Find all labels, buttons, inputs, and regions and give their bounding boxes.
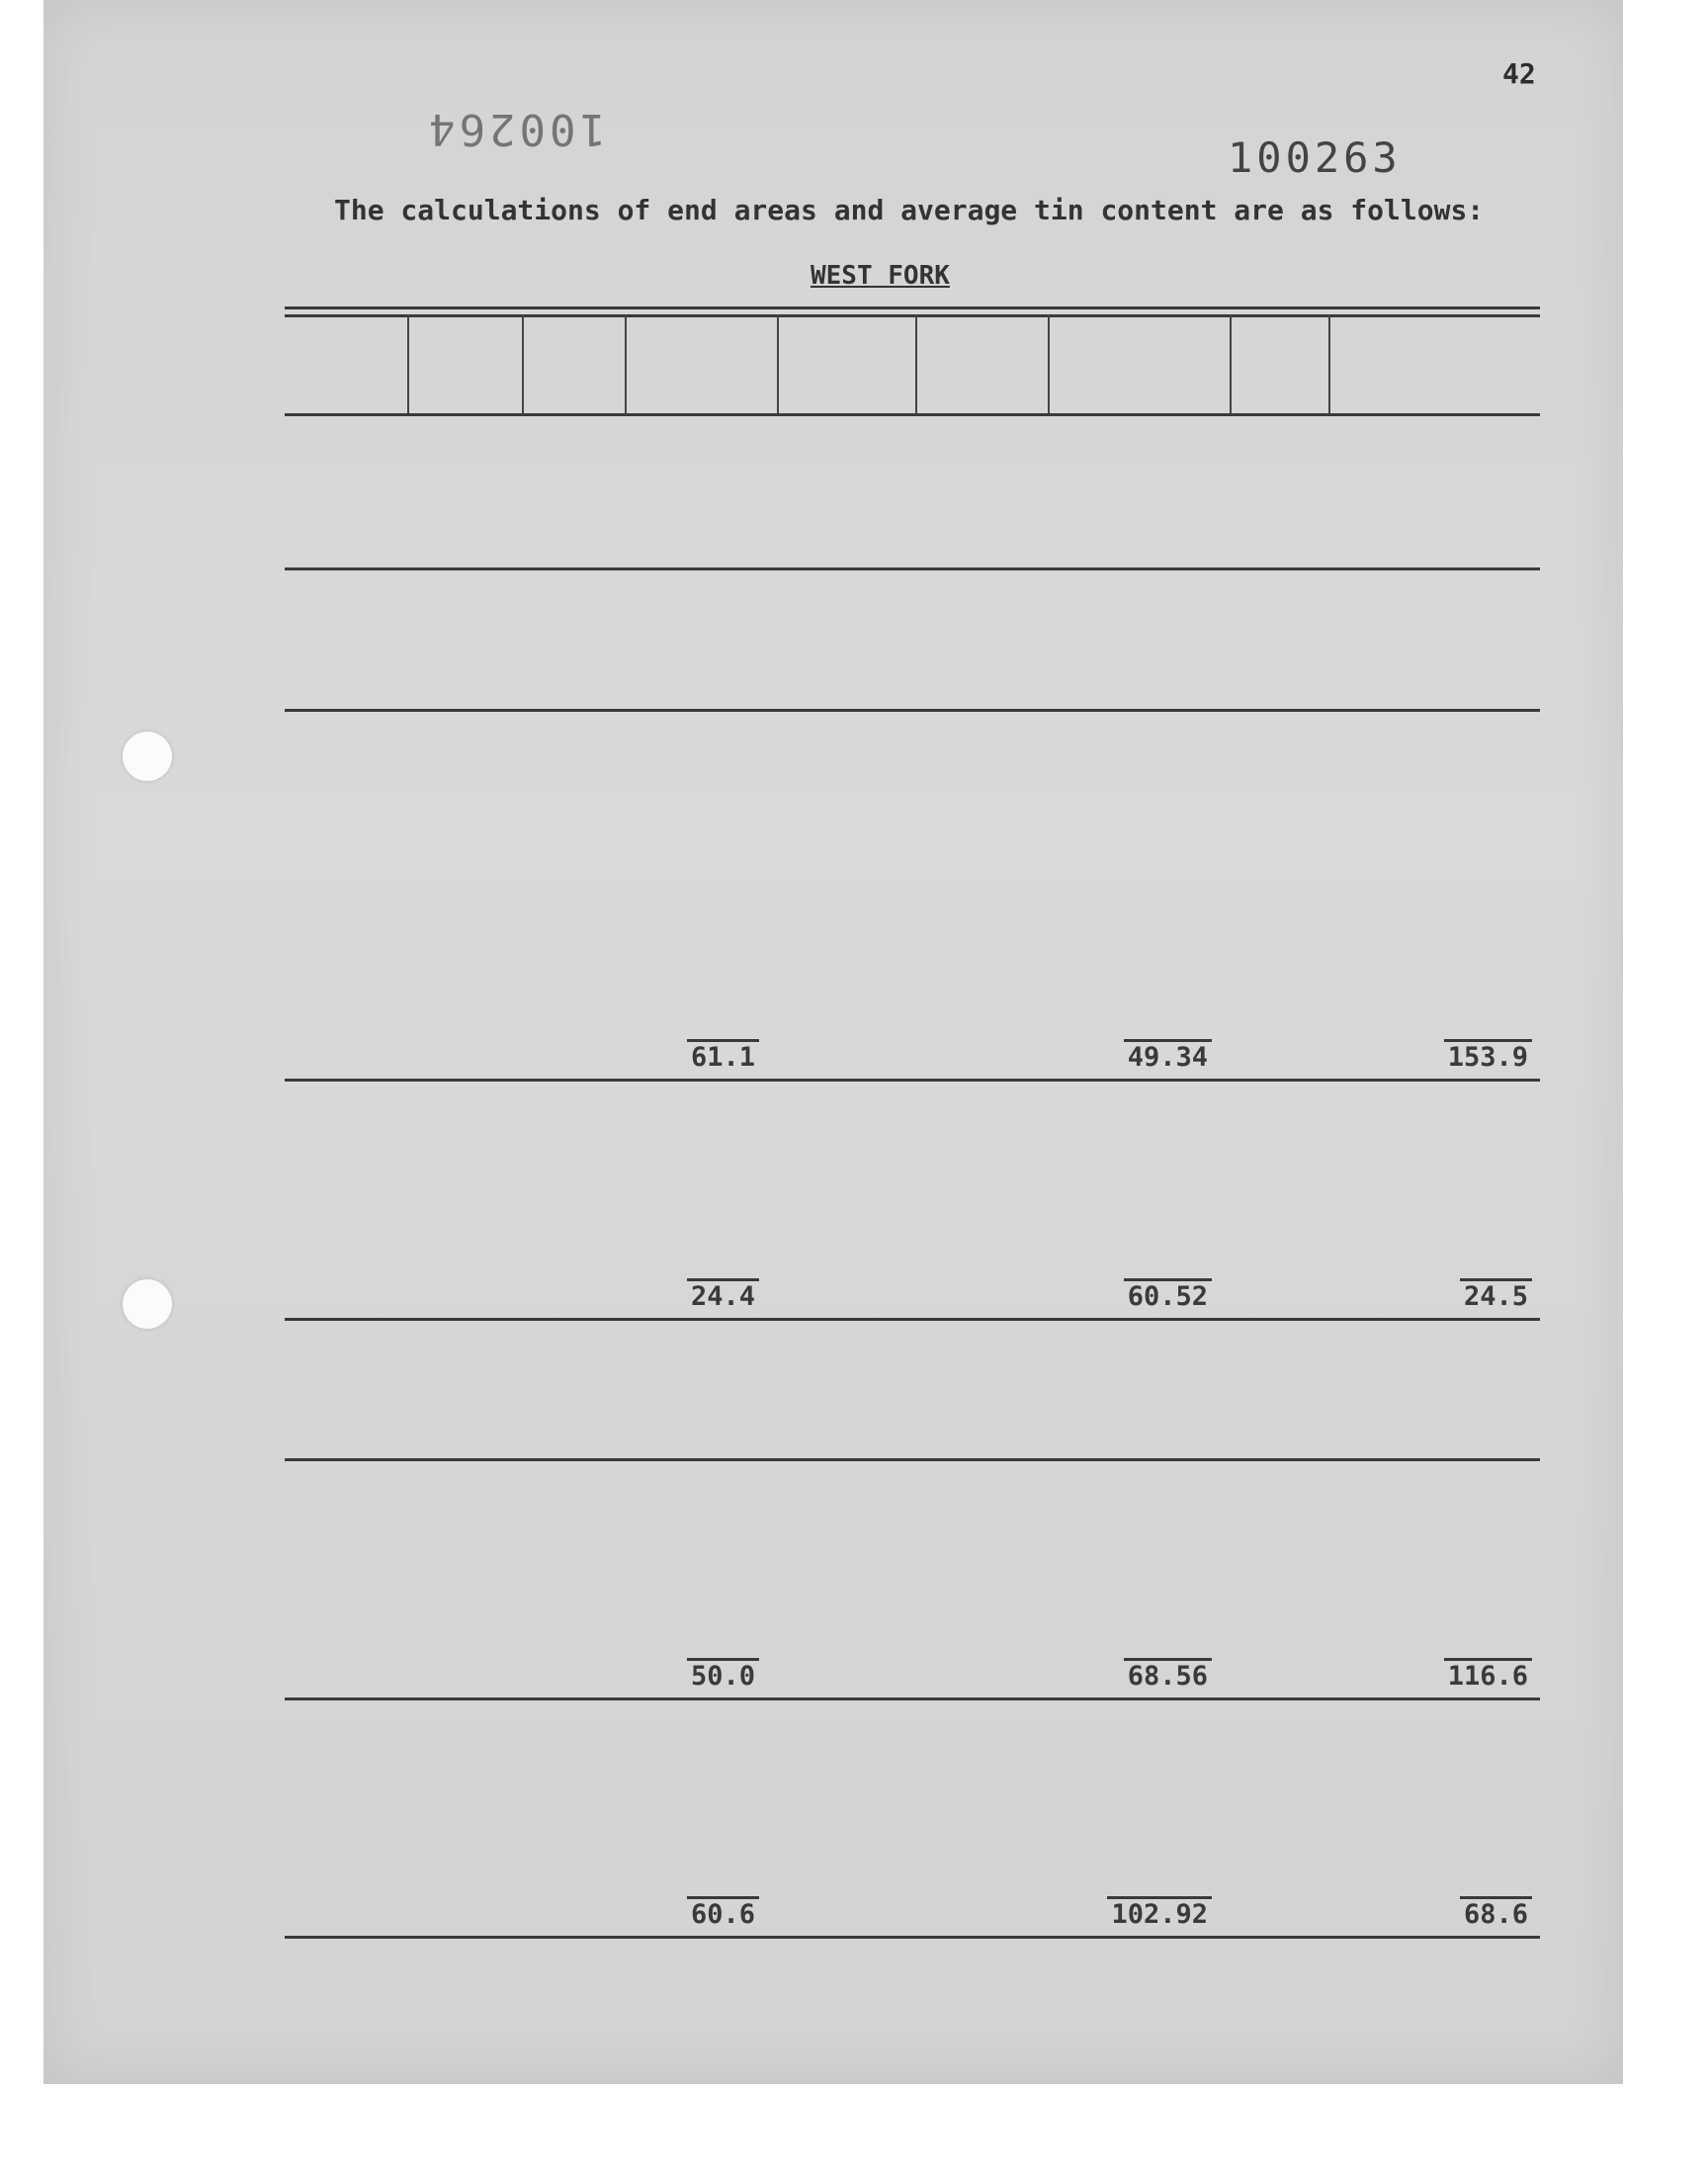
total-value: 60.6 [687, 1896, 759, 1930]
total-sq-tin [1048, 1661, 1212, 1693]
group-separator-rule [285, 567, 1540, 570]
group-separator-rule [285, 1458, 1540, 1461]
total-value: 116.6 [1444, 1658, 1532, 1692]
total-area-ms [625, 1281, 759, 1313]
total-value: 49.34 [1124, 1039, 1212, 1073]
header-column-rule [777, 314, 779, 413]
document-stamp-inverted: 100264 [425, 104, 606, 154]
total-value: 68.6 [1460, 1896, 1532, 1930]
total-value: 68.56 [1124, 1658, 1212, 1692]
header-column-rule [625, 314, 627, 413]
page-number: 42 [1502, 57, 1536, 90]
total-area-ms [625, 1042, 759, 1074]
total-value: 153.9 [1444, 1039, 1532, 1073]
section-title: WEST FORK [811, 261, 950, 291]
punch-hole-bottom [123, 1279, 172, 1329]
header-column-rule [1230, 314, 1232, 413]
total-sq-tin [1048, 1281, 1212, 1313]
total-sq-tin [1048, 1899, 1212, 1931]
total-value: 50.0 [687, 1658, 759, 1692]
total-sq-tin [1048, 1042, 1212, 1074]
total-value: 24.4 [687, 1278, 759, 1312]
intro-sentence: The calculations of end areas and average tin content are as follows: [334, 194, 1485, 226]
group-separator-rule [285, 1697, 1540, 1700]
punch-hole-top [123, 732, 172, 781]
total-value: 102.92 [1107, 1896, 1212, 1930]
group-separator-rule [285, 1079, 1540, 1082]
total-value: 61.1 [687, 1039, 759, 1073]
total-value: 24.5 [1460, 1278, 1532, 1312]
group-separator-rule [285, 709, 1540, 712]
header-bottom-rule [285, 413, 1540, 416]
total-area-ob [1328, 1042, 1532, 1074]
total-area-ms [625, 1899, 759, 1931]
document-stamp: 100263 [1228, 133, 1402, 182]
total-area-ob [1328, 1281, 1532, 1313]
total-area-ob [1328, 1661, 1532, 1693]
header-column-rule [522, 314, 524, 413]
group-separator-rule [285, 1936, 1540, 1939]
table-top-rule-2 [285, 314, 1540, 317]
header-column-rule [915, 314, 917, 413]
table-top-rule [285, 306, 1540, 309]
header-column-rule [1048, 314, 1050, 413]
total-area-ob [1328, 1899, 1532, 1931]
total-value: 60.52 [1124, 1278, 1212, 1312]
header-column-rule [407, 314, 409, 413]
header-column-rule [1328, 314, 1330, 413]
group-separator-rule [285, 1318, 1540, 1321]
total-area-ms [625, 1661, 759, 1693]
